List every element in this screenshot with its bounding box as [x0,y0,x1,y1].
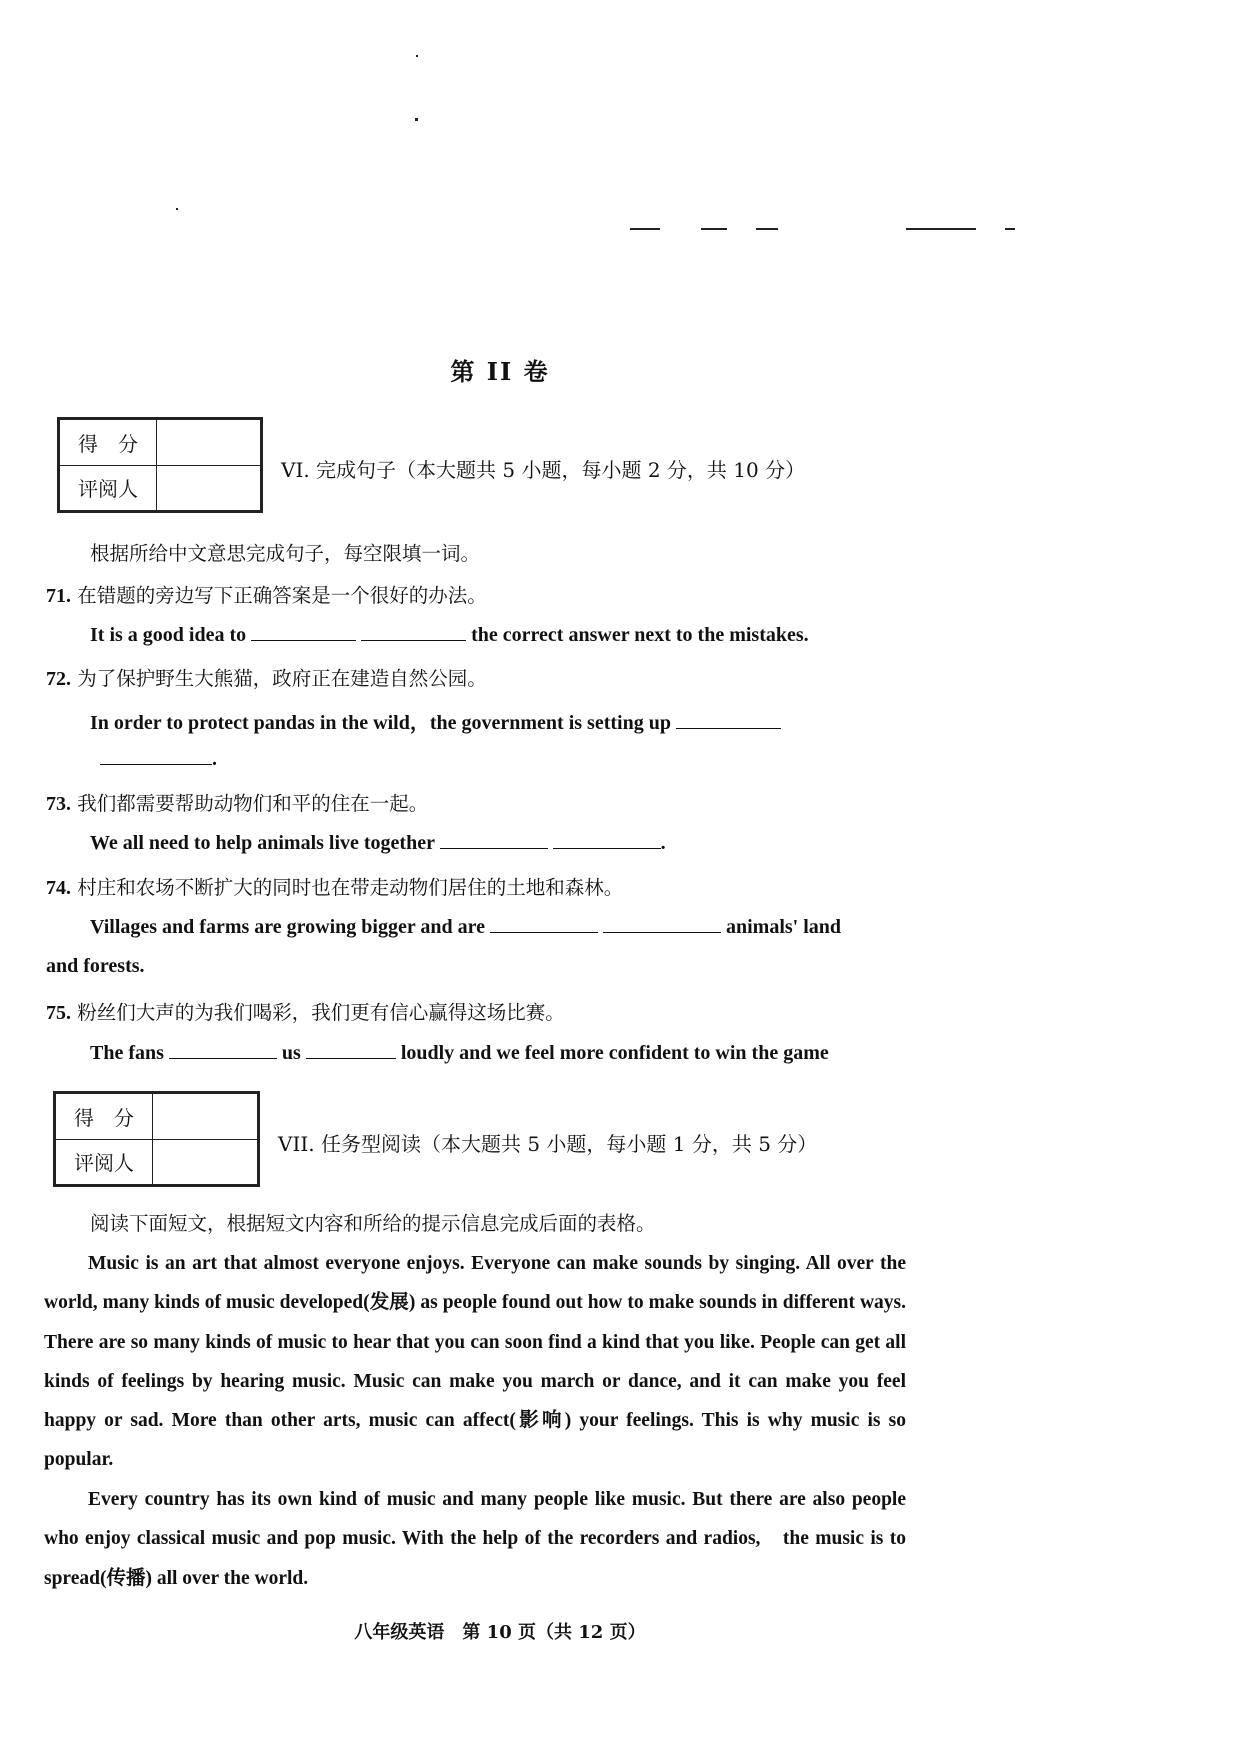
answer-blank[interactable] [490,914,598,933]
paragraph-text: Music is an art that almost everyone enjoys. Everyone can make sounds by singing. All over the world, many kinds of music developed(发展) as people found out how to make sounds in different ways. There are so many kinds of music to hear that you can soon find a kind that you like. People can get all kinds of feelings by hearing music. Music can make you march or dance, and it can make you feel happy or sad. More than other arts, music can affect(影响) your feelings. This is why music is so popular. [44,1253,906,1471]
question-chinese: 粉丝们大声的为我们喝彩，我们更有信心赢得这场比赛。 [77,1001,565,1024]
question-chinese: 村庄和农场不断扩大的同时也在带走动物们居住的土地和森林。 [77,876,624,899]
page-title: 第 II 卷 [450,357,550,386]
question-number: 75. [46,1002,71,1024]
section-heading: VI. 完成句子（本大题共 5 小题，每小题 2 分，共 10 分） [281,458,806,482]
answer-blank[interactable] [676,710,781,729]
scan-speck [415,118,418,121]
question-71-cn [46,580,487,608]
question-chinese: 我们都需要帮助动物们和平的住在一起。 [77,792,429,815]
answer-blank[interactable] [440,830,548,849]
question-72-cn [46,663,487,691]
passage-paragraph [44,1480,906,1598]
scan-speck [176,208,178,210]
question-72-en [90,706,781,735]
sentence-text: Villages and farms are growing bigger and are [90,916,485,938]
sentence-text: . [660,832,666,854]
question-74-en-cont: and forests. [46,955,145,977]
reviewer-cell[interactable] [157,465,261,511]
scan-dash [1005,228,1015,230]
instruction-text: 根据所给中文意思完成句子，每空限填一词。 [90,542,481,565]
question-chinese: 在错题的旁边写下正确答案是一个很好的办法。 [77,584,487,607]
instruction-text: 阅读下面短文，根据短文内容和所给的提示信息完成后面的表格。 [90,1212,656,1235]
answer-blank[interactable] [251,622,356,641]
question-73-en [90,830,666,855]
score-label: 得 分 [60,420,157,466]
question-number: 73. [46,793,71,815]
sentence-text: It is a good idea to [90,624,247,646]
reviewer-label: 评阅人 [56,1139,153,1185]
score-cell[interactable] [153,1094,258,1140]
sentence-text: In order to protect pandas in the wild，the government is setting up [90,712,671,734]
sentence-text: We all need to help animals live together [90,832,435,854]
sentence-text: us [281,1042,301,1064]
sentence-text: animals' land [726,916,842,938]
section-heading: VII. 任务型阅读（本大题共 5 小题，每小题 1 分，共 5 分） [278,1132,818,1156]
score-label: 得 分 [56,1094,153,1140]
question-75-en [90,1040,829,1065]
question-73-cn [46,788,428,816]
scan-dash [630,228,660,230]
score-box [53,1091,260,1187]
score-cell[interactable] [157,420,261,466]
reviewer-label: 评阅人 [60,465,157,511]
question-74-cn [46,872,623,900]
sentence-text: The fans [90,1042,164,1064]
answer-blank[interactable] [553,830,661,849]
scan-dash [701,228,727,230]
question-number: 74. [46,877,71,899]
scan-speck [416,55,418,57]
reviewer-cell[interactable] [153,1139,258,1185]
question-71-en [90,622,809,647]
question-number: 72. [46,668,71,690]
question-75-cn [46,997,565,1025]
answer-blank[interactable] [306,1040,396,1059]
paragraph-text: Every country has its own kind of music and many people like music. But there are also people who enjoy classical music and pop music. With the help of the recorders and radios, the music is to spread(传播) all over the world. [44,1489,906,1589]
sentence-text: the correct answer next to the mistakes. [471,624,809,646]
question-chinese: 为了保护野生大熊猫，政府正在建造自然公园。 [77,667,487,690]
question-number: 71. [46,585,71,607]
answer-blank[interactable] [361,622,466,641]
page-footer: 八年级英语 第 10 页（共 12 页） [354,1622,646,1643]
question-74-en [90,914,841,939]
sentence-text: loudly and we feel more confident to win the game [400,1042,829,1064]
scan-dash [756,228,778,230]
answer-blank[interactable] [169,1040,277,1059]
score-box [57,417,263,513]
passage-paragraph [44,1244,906,1480]
answer-blank[interactable] [100,746,212,765]
scan-dash [906,228,976,230]
answer-blank[interactable] [603,914,721,933]
question-72-en-cont [100,746,217,771]
sentence-tail: . [212,748,217,770]
